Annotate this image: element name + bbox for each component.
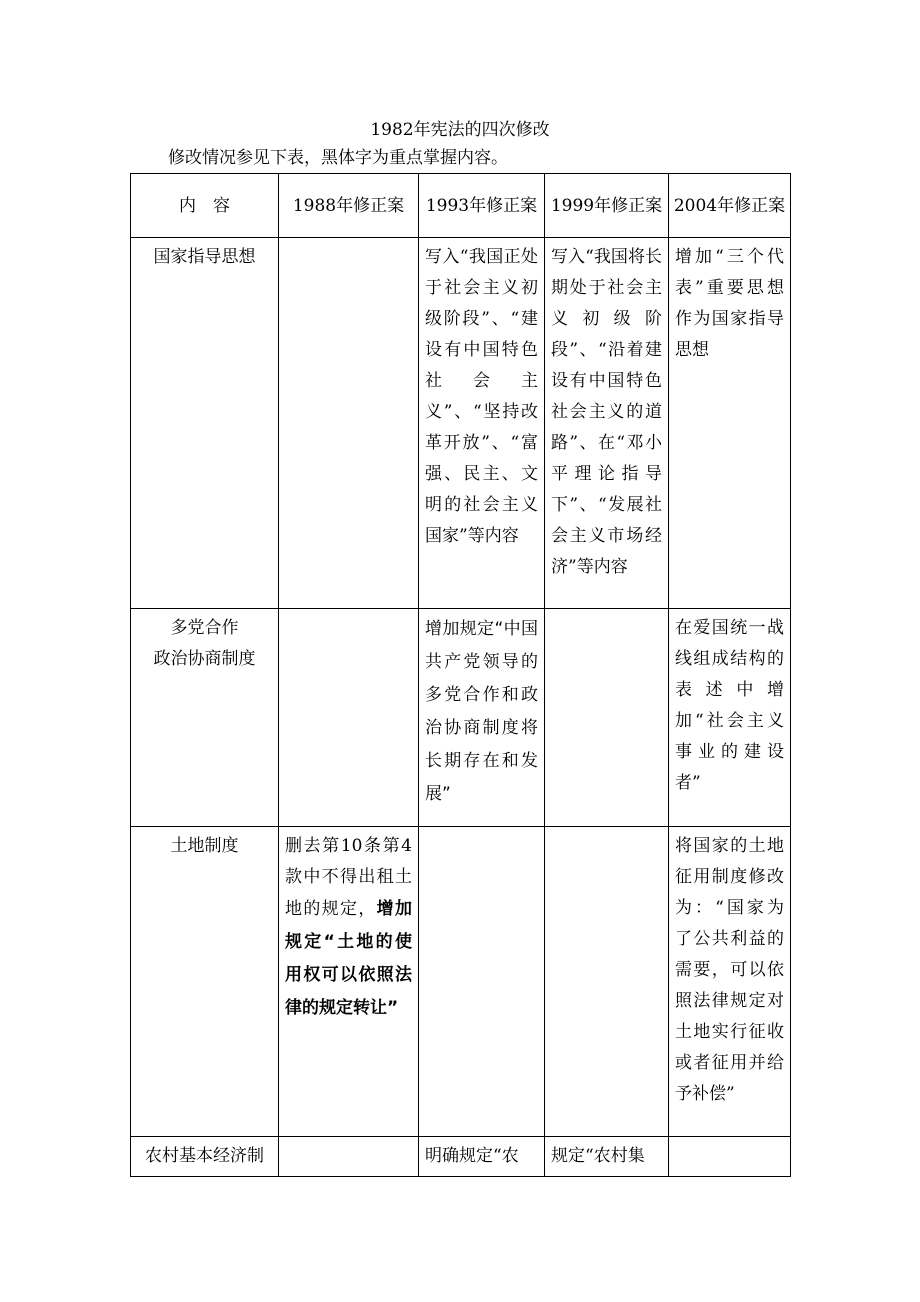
cell-1993: 写入“我国正处于社会主义初级阶段”、“建设有中国特色社会主义”、“坚持改革开放”、“富强、民主、文明的社会主义国家”等内容 — [419, 238, 545, 609]
cell-1988 — [279, 609, 419, 827]
cell-2004: 将国家的土地征用制度修改为：“国家为了公共利益的需要，可以依照法律规定对土地实行征收或者征用并给予补偿” — [669, 827, 791, 1137]
cell-1988-text: 删去第10条第4款中不得出租土地的规定， — [285, 836, 412, 919]
row-label-land-system: 土地制度 — [131, 827, 279, 1137]
intro-text: 修改情况参见下表，黑体字为重点掌握内容。 — [168, 148, 508, 168]
cell-2004: 增加“三个代表”重要思想作为国家指导思想 — [669, 238, 791, 609]
table-row — [131, 827, 791, 1137]
header-1999: 1999年修正案 — [545, 174, 669, 238]
cell-1988 — [279, 1137, 419, 1177]
cell-2004: 在爱国统一战线组成结构的表述中增加“社会主义事业的建设者” — [669, 609, 791, 827]
cell-1993 — [419, 827, 545, 1137]
cell-1999: 规定“农村集 — [545, 1137, 669, 1177]
header-content: 内 容 — [131, 174, 279, 238]
cell-1993-key-point: 增加规定“中国共产党领导的多党合作和政治协商制度将长期存在和发展” — [419, 609, 545, 827]
table-row — [131, 238, 791, 609]
table-header-row — [131, 174, 791, 238]
cell-1993: 明确规定“农 — [419, 1137, 545, 1177]
row-label-rural-economy: 农村基本经济制 — [131, 1137, 279, 1177]
cell-1988 — [279, 827, 419, 1137]
header-1988: 1988年修正案 — [279, 174, 419, 238]
table-row — [131, 1137, 791, 1177]
cell-1988-key-point: 增加规定“土地的使用权可以依照法律的规定转让” — [285, 899, 413, 1018]
row-label-multiparty-cooperation: 多党合作 政治协商制度 — [131, 609, 279, 827]
page-title: 1982年宪法的四次修改 — [370, 120, 550, 140]
cell-2004 — [669, 1137, 791, 1177]
cell-1999: 写入“我国将长期处于社会主义初级阶段”、“沿着建设有中国特色社会主义的道路”、在“邓小平理论指导下”、“发展社会主义市场经济”等内容 — [545, 238, 669, 609]
cell-1999 — [545, 827, 669, 1137]
header-1993: 1993年修正案 — [419, 174, 545, 238]
header-2004: 2004年修正案 — [669, 174, 791, 238]
row-label-guiding-ideology: 国家指导思想 — [131, 238, 279, 609]
table-row — [131, 609, 791, 827]
cell-1999 — [545, 609, 669, 827]
amendments-table — [130, 173, 791, 1177]
cell-1988 — [279, 238, 419, 609]
